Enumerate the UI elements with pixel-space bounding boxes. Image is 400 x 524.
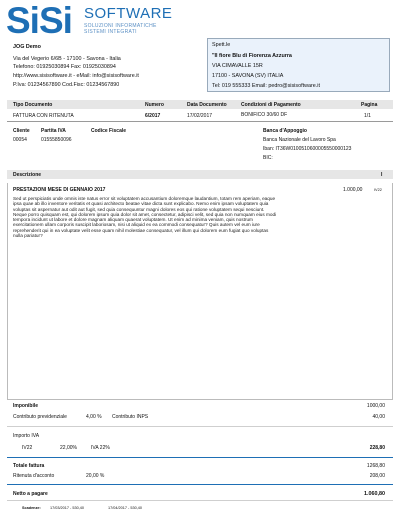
company-web: http://www.sisisoftware.it - eMail: info@sisisoftware.it [13,73,139,79]
label-cliente: Cliente [13,128,30,134]
value-tipo-documento: FATTURA CON RITENUTA [13,113,74,119]
bank-bic: BIC: [263,155,273,161]
value-partita-iva: 01555850096 [41,137,72,143]
bank-name: Banca Nazionale del Lavoro Spa [263,137,336,143]
logo-software: SOFTWARE [84,5,173,22]
label-data-documento: Data Documento [187,102,227,108]
contributo-name: Contributo INPS [112,414,149,420]
divider [7,457,393,458]
label-partita-iva: Partita IVA [41,128,66,134]
label-banca: Banca d'Appoggio [263,128,307,134]
netto-value: 1.060,80 [364,491,385,497]
contributo-label: Contributo previdenziale [13,414,67,420]
iva-name: IVA 22% [91,445,110,451]
logo-brand: SiSi [6,0,72,41]
value-numero: 6/2017 [145,113,161,119]
divider [7,426,393,427]
company-address: Via del Vegerio 6/6B - 17100 - Savona - Italia [13,56,121,62]
bank-iban: Iban: IT36W0100510600005550000123 [263,146,352,152]
recipient-name: "Il fiore Blu di Fiorenza Azzurra [212,53,292,59]
divider [7,484,393,485]
company-vat: P.Iva: 01234567890 Cod.Fisc: 01234567890 [13,82,120,88]
label-tipo-documento: Tipo Documento [13,102,53,108]
label-condizioni: Condizioni di Pagamento [241,102,301,108]
label-numero: Numero [145,102,164,108]
ritenuta-value: 208,00 [369,473,385,479]
iva-code: IV22 [22,445,33,451]
divider [7,500,393,501]
totale-value: 1268,80 [366,463,385,469]
netto-label: Netto a pagare [13,491,48,497]
recipient-title: Spett.le [212,42,231,48]
logo-subtitle-1: SOLUZIONI INFORMATICHE [84,23,157,29]
contributo-value: 40,00 [372,414,385,420]
label-codice-fiscale: Codice Fiscale [91,128,127,134]
recipient-box [207,38,390,92]
scadenza-2: 17/04/2017 - 530,40 [108,506,142,510]
item-description: Sed ut perspiciatis unde omnis iste natus error sit voluptatem accusantium doloremque laudantium, totam rem aperiam, eaque ipsa quae ab illo inventore veritatis et quasi architecto beatae vitae dicta sunt explicabo. Nemo enim ipsam voluptatem quia voluptas sit aspernatur aut odit aut fugit, sed quia consequuntur magni dolores eos qui ratione voluptatem sequi nesciunt. Neque porro quisquam est, qui dolorem ipsum quia dolor sit amet, consectetur, adipisci velit, sed quia non numquam eius modi tempora incidunt ut labore et dolore magnam aliquam quaerat voluptatem. Ut enim ad minima veniam, quis nostrum exercitationem ullam corporis suscipit laboriosam, nisi ut aliquid ex ea commodi consequatur? Quis autem vel eum iure reprehenderit qui in ea voluptate velit esse quam nihil molestiae consequatur, vel illum qui dolorem eum fugiat quo voluptas nulla pariatur? [13,196,277,239]
value-condizioni: BONIFICO 30/60 DF [241,112,288,118]
label-iva-column: I [381,172,383,178]
recipient-city: 17100 - SAVONA (SV) ITALIA [212,73,284,79]
item-title: PRESTAZIONI MESE DI GENNAIO 2017 [13,187,106,193]
ritenuta-percent: 20,00 % [86,473,105,479]
imponibile-label: Imponibile [13,403,38,409]
ritenuta-label: Ritenuta d'acconto [13,473,55,479]
item-amount: 1.000,00 [343,187,363,193]
logo-subtitle-2: SISTEMI INTEGRATI [84,29,137,35]
scadenza-1: 17/03/2017 - 530,40 [50,506,84,510]
importo-iva-label: Importo IVA [13,433,40,439]
divider [7,121,393,122]
company-name: JOG Demo [13,44,41,50]
value-data-documento: 17/02/2017 [187,113,213,119]
value-pagina: 1/1 [364,113,371,119]
iva-value: 228,80 [369,445,385,451]
label-descrizione: Descrizione [13,172,42,178]
iva-percent: 22,00% [60,445,77,451]
imponibile-value: 1000,00 [366,403,385,409]
company-phone: Telefono: 01925030894 Fax: 01925030894 [13,64,116,70]
contributo-percent: 4,00 % [86,414,102,420]
label-pagina: Pagina [361,102,378,108]
item-vat-code: IV22 [374,188,382,192]
value-cliente: 00054 [13,137,27,143]
lines-header-bar [7,170,393,179]
totale-label: Totale fattura [13,463,45,469]
recipient-contacts: Tel: 019 555333 Email: pedro@sisisoftware.it [212,83,320,89]
scadenze-label: Scadenze: [22,506,41,510]
recipient-address: VIA CIMAVALLE 15R [212,63,263,69]
